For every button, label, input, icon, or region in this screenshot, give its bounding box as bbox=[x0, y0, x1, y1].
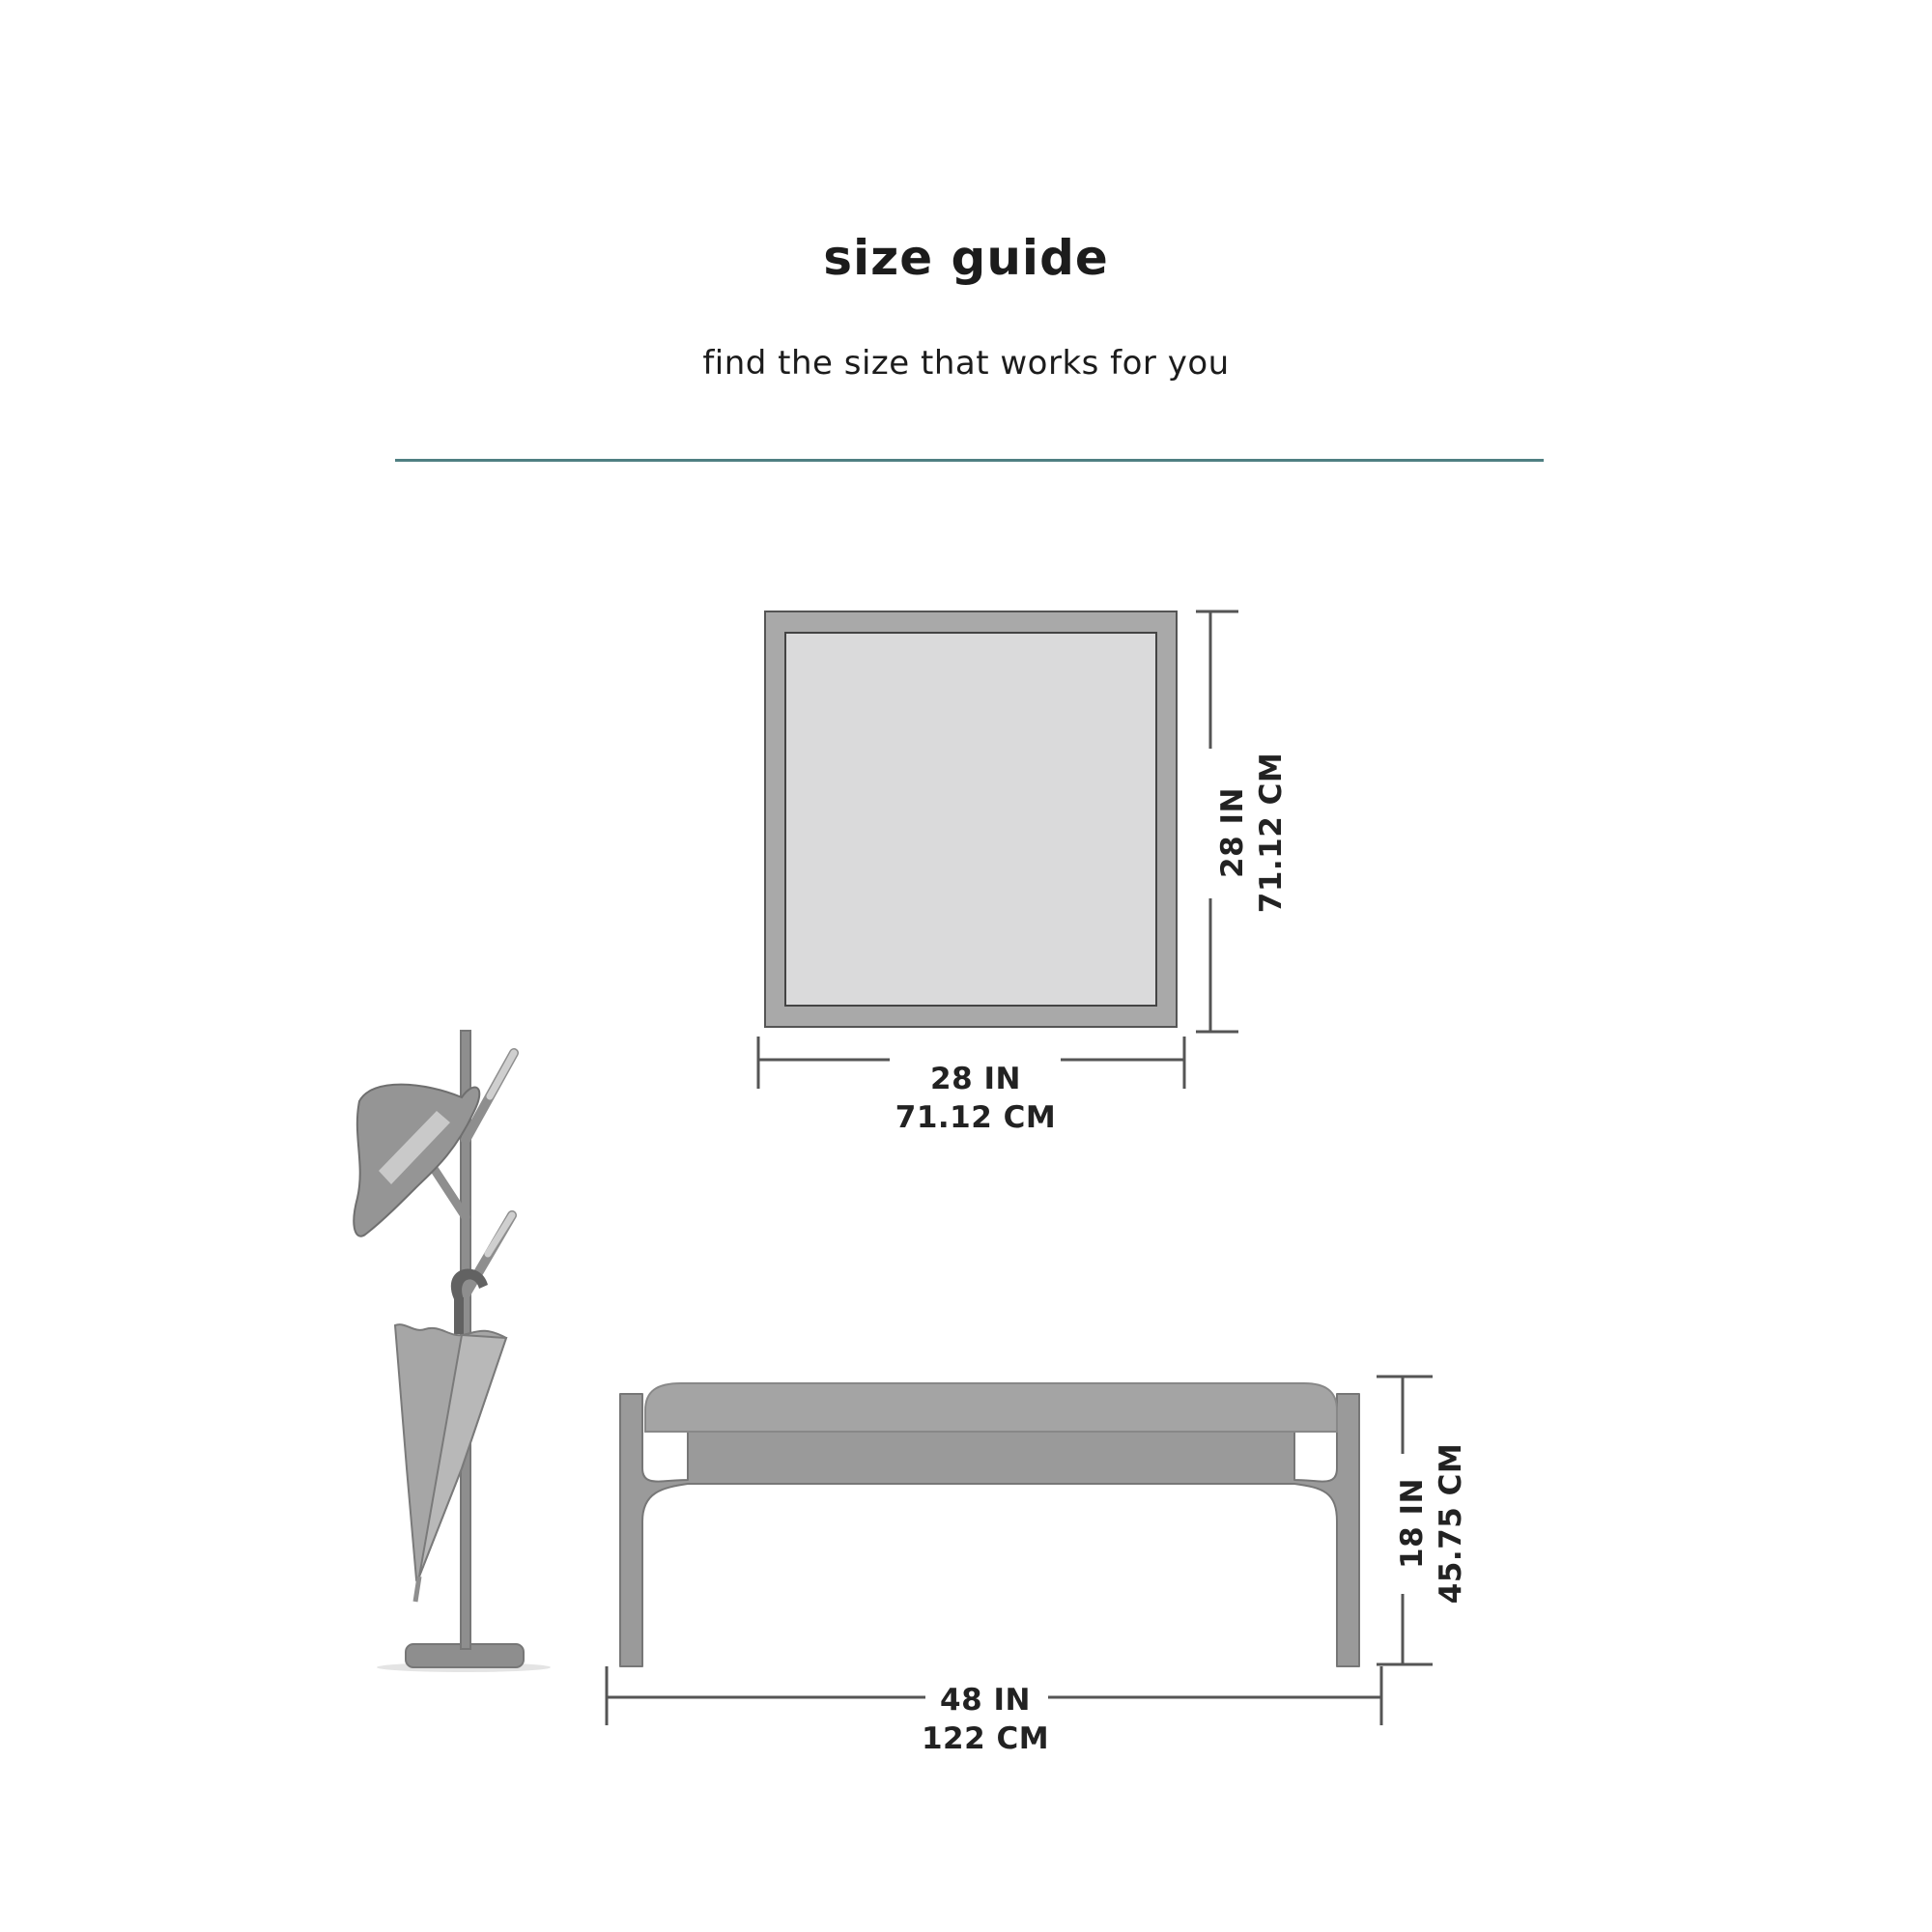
page-title: size guide bbox=[823, 230, 1109, 286]
bench-height-cm: 45.75 CM bbox=[1434, 1442, 1468, 1605]
mirror-height-in: 28 IN bbox=[1215, 787, 1250, 878]
mirror-width-cm: 71.12 CM bbox=[895, 1100, 1057, 1135]
mirror-width-label bbox=[869, 1060, 1082, 1137]
bench-width-label bbox=[874, 1681, 1096, 1758]
bench-width-in: 48 IN bbox=[940, 1683, 1031, 1718]
mirror-illustration bbox=[765, 611, 1177, 1027]
bench-illustration bbox=[620, 1383, 1359, 1666]
mirror-glass bbox=[785, 633, 1156, 1006]
coat-rack-illustration bbox=[354, 1031, 551, 1672]
mirror-width-in: 28 IN bbox=[930, 1062, 1021, 1096]
mirror-height-label bbox=[1213, 717, 1291, 949]
mirror-height-cm: 71.12 CM bbox=[1254, 752, 1289, 914]
bench-width-cm: 122 CM bbox=[921, 1721, 1050, 1756]
page-subtitle: find the size that works for you bbox=[702, 344, 1230, 383]
bench-height-in: 18 IN bbox=[1395, 1478, 1430, 1569]
bench-height-label bbox=[1393, 1407, 1470, 1639]
